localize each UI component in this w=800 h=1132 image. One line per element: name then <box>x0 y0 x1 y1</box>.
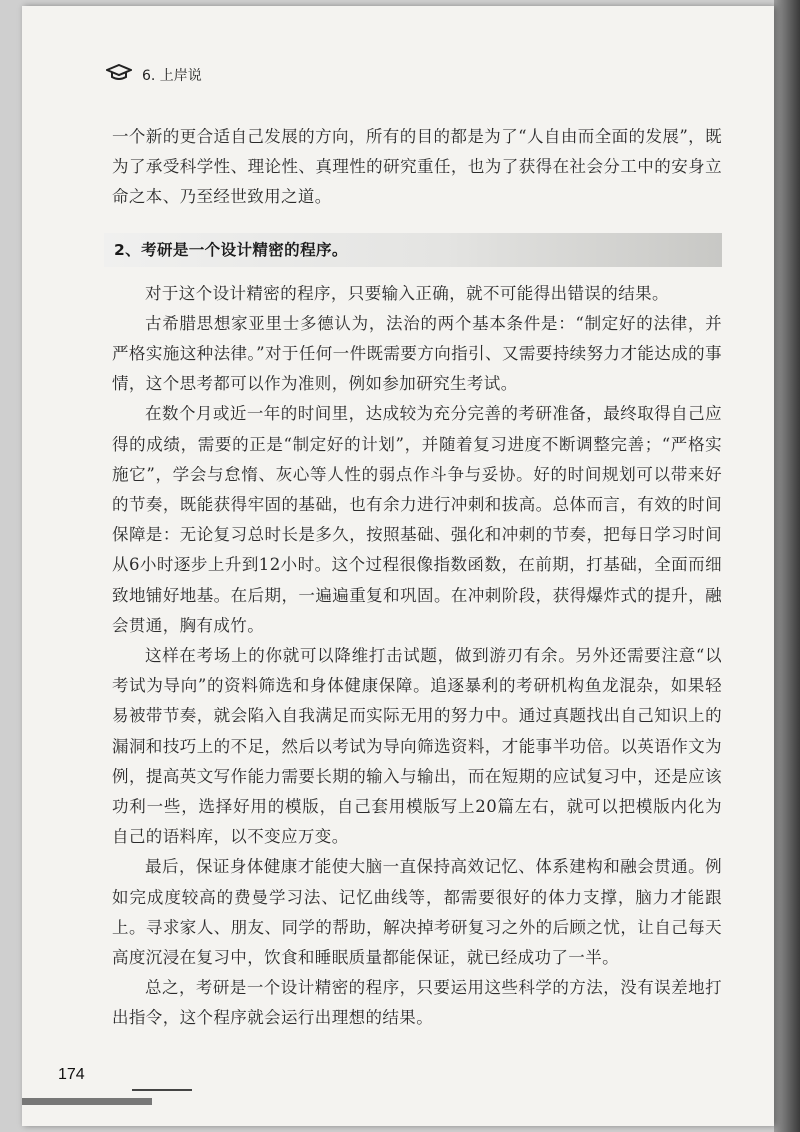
chapter-title: 6. 上岸说 <box>142 68 202 84</box>
paragraph: 在数个月或近一年的时间里，达成较为充分完善的考研准备，最终取得自己应得的成绩，需要的正是“制定好的计划”，并随着复习进度不断调整完善；“严格实施它”，学会与怠惰、灰心等人性的弱点作斗争与妥协。好的时间规划可以带来好的节奏，既能获得牢固的基础，也有余力进行冲刺和拔高。总体而言，有效的时间保障是：无论复习总时长是多久，按照基础、强化和冲刺的节奏，把每日学习时间从6小时逐步上升到12小时。这个过程很像指数函数，在前期，打基础，全面而细致地铺好地基。在后期，一遍遍重复和巩固。在冲刺阶段，获得爆炸式的提升，融会贯通，胸有成竹。 <box>112 404 722 635</box>
book-page <box>22 6 774 1126</box>
paragraph: 最后，保证身体健康才能使大脑一直保持高效记忆、体系建构和融会贯通。例如完成度较高的费曼学习法、记忆曲线等，都需要很好的体力支撑，脑力才能跟上。寻求家人、朋友、同学的帮助，解决掉考研复习之外的后顾之忧，让自己每天高度沉浸在复习中，饮食和睡眠质量都能保证，就已经成功了一半。 <box>112 857 722 968</box>
paragraph: 对于这个设计精密的程序，只要输入正确，就不可能得出错误的结果。 <box>145 283 669 303</box>
page-edge-shadow <box>774 0 800 1132</box>
graduation-cap-icon <box>106 64 132 86</box>
chapter-header <box>106 64 202 86</box>
paragraph: 这样在考场上的你就可以降维打击试题，做到游刃有余。另外还需要注意“以考试为导向”的资料筛选和身体健康保障。追逐暴利的考研机构鱼龙混杂，如果轻易被带节奏，就会陷入自我满足而实际无用的努力中。通过真题找出自己知识上的漏洞和技巧上的不足，然后以考试为导向筛选资料，才能事半功倍。以英语作文为例，提高英文写作能力需要长期的输入与输出，而在短期的应试复习中，还是应该功利一些，选择好用的模版，自己套用模版写上20篇左右，就可以把模版内化为自己的语料库，以不变应万变。 <box>112 646 722 847</box>
footer-bar <box>22 1098 152 1105</box>
section-heading: 2、考研是一个设计精密的程序。 <box>104 233 722 267</box>
paragraph: 古希腊思想家亚里士多德认为，法治的两个基本条件是：“制定好的法律，并严格实施这种法律。”对于任何一件既需要方向指引、又需要持续努力才能达成的事情，这个思考都可以作为准则，例如参加研究生考试。 <box>112 313 722 394</box>
paragraph-continued: 一个新的更合适自己发展的方向，所有的目的都是为了“人自由而全面的发展”，既为了承受科学性、理论性、真理性的研究重任，也为了获得在社会分工中的安身立命之本、乃至经世致用之道。 <box>112 127 722 207</box>
footer-rule <box>132 1089 192 1091</box>
page-number: 174 <box>58 1066 85 1083</box>
page-body <box>112 122 722 1034</box>
paragraph: 总之，考研是一个设计精密的程序，只要运用这些科学的方法，没有误差地打出指令，这个程序就会运行出理想的结果。 <box>112 978 722 1028</box>
